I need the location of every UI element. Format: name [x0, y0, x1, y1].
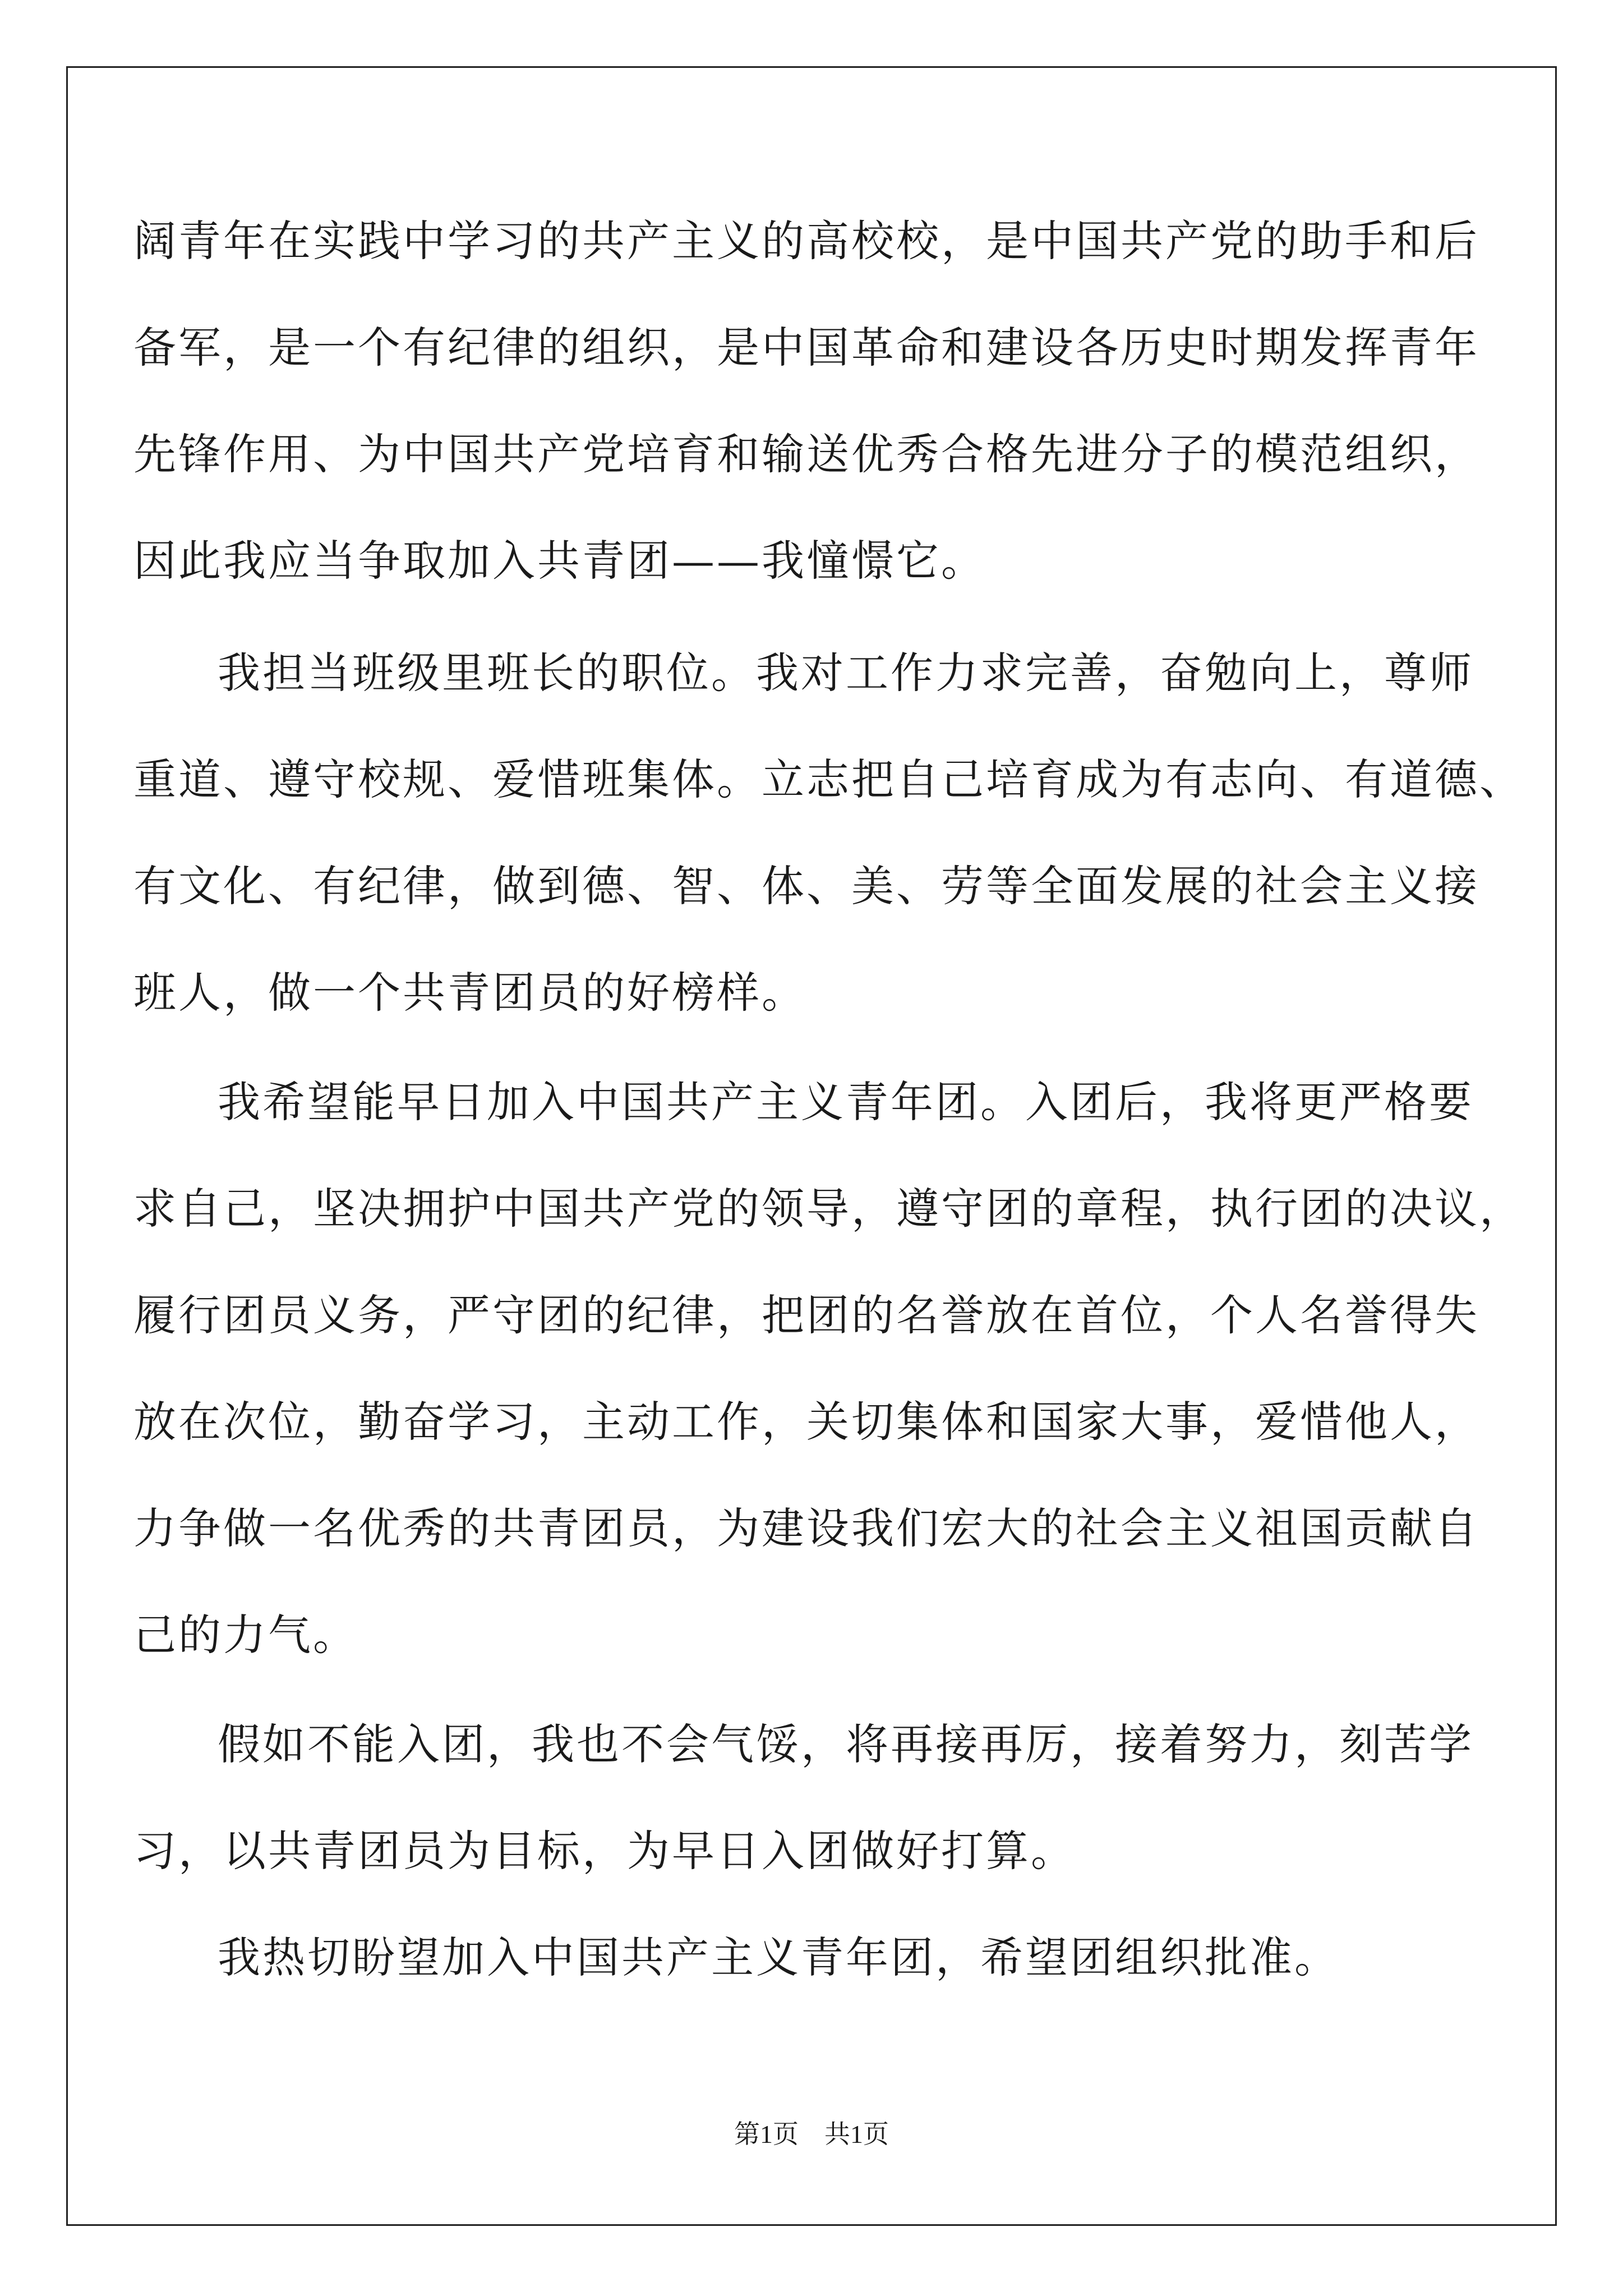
text-line: 班人，做一个共青团员的好榜样。	[133, 968, 806, 1018]
text-line: 求自己，坚决拥护中国共产党的领导，遵守团的章程，执行团的决议，	[133, 1184, 1524, 1234]
text-line: 阔青年在实践中学习的共产主义的高校校，是中国共产党的助手和后	[133, 216, 1479, 266]
text-line: 我热切盼望加入中国共产主义青年团，希望团组织批准。	[218, 1932, 1339, 1982]
text-line: 我希望能早日加入中国共产主义青年团。入团后，我将更严格要	[218, 1077, 1474, 1127]
text-line: 先锋作用、为中国共产党培育和输送优秀合格先进分子的模范组织，	[133, 429, 1479, 479]
text-line: 习，以共青团员为目标，为早日入团做好打算。	[133, 1826, 1076, 1876]
page-number: 第1页 共1页	[734, 2120, 889, 2148]
text-line: 假如不能入团，我也不会气馁，将再接再厉，接着努力，刻苦学	[218, 1719, 1474, 1769]
text-line: 放在次位，勤奋学习，主动工作，关切集体和国家大事，爱惜他人，	[133, 1397, 1479, 1447]
text-line: 力争做一名优秀的共青团员，为建设我们宏大的社会主义祖国贡献自	[133, 1503, 1479, 1553]
text-line: 重道、遵守校规、爱惜班集体。立志把自己培育成为有志向、有道德、	[133, 754, 1524, 804]
text-line: 有文化、有纪律，做到德、智、体、美、劳等全面发展的社会主义接	[133, 861, 1479, 911]
text-line: 履行团员义务，严守团的纪律，把团的名誉放在首位，个人名誉得失	[133, 1290, 1479, 1340]
text-line: 我担当班级里班长的职位。我对工作力求完善，奋勉向上，尊师	[218, 648, 1474, 698]
page-border	[66, 66, 1557, 2226]
text-line: 因此我应当争取加入共青团——我憧憬它。	[133, 536, 986, 586]
text-line: 备军，是一个有纪律的组织，是中国革命和建设各历史时期发挥青年	[133, 323, 1479, 372]
text-line: 己的力气。	[133, 1610, 358, 1660]
